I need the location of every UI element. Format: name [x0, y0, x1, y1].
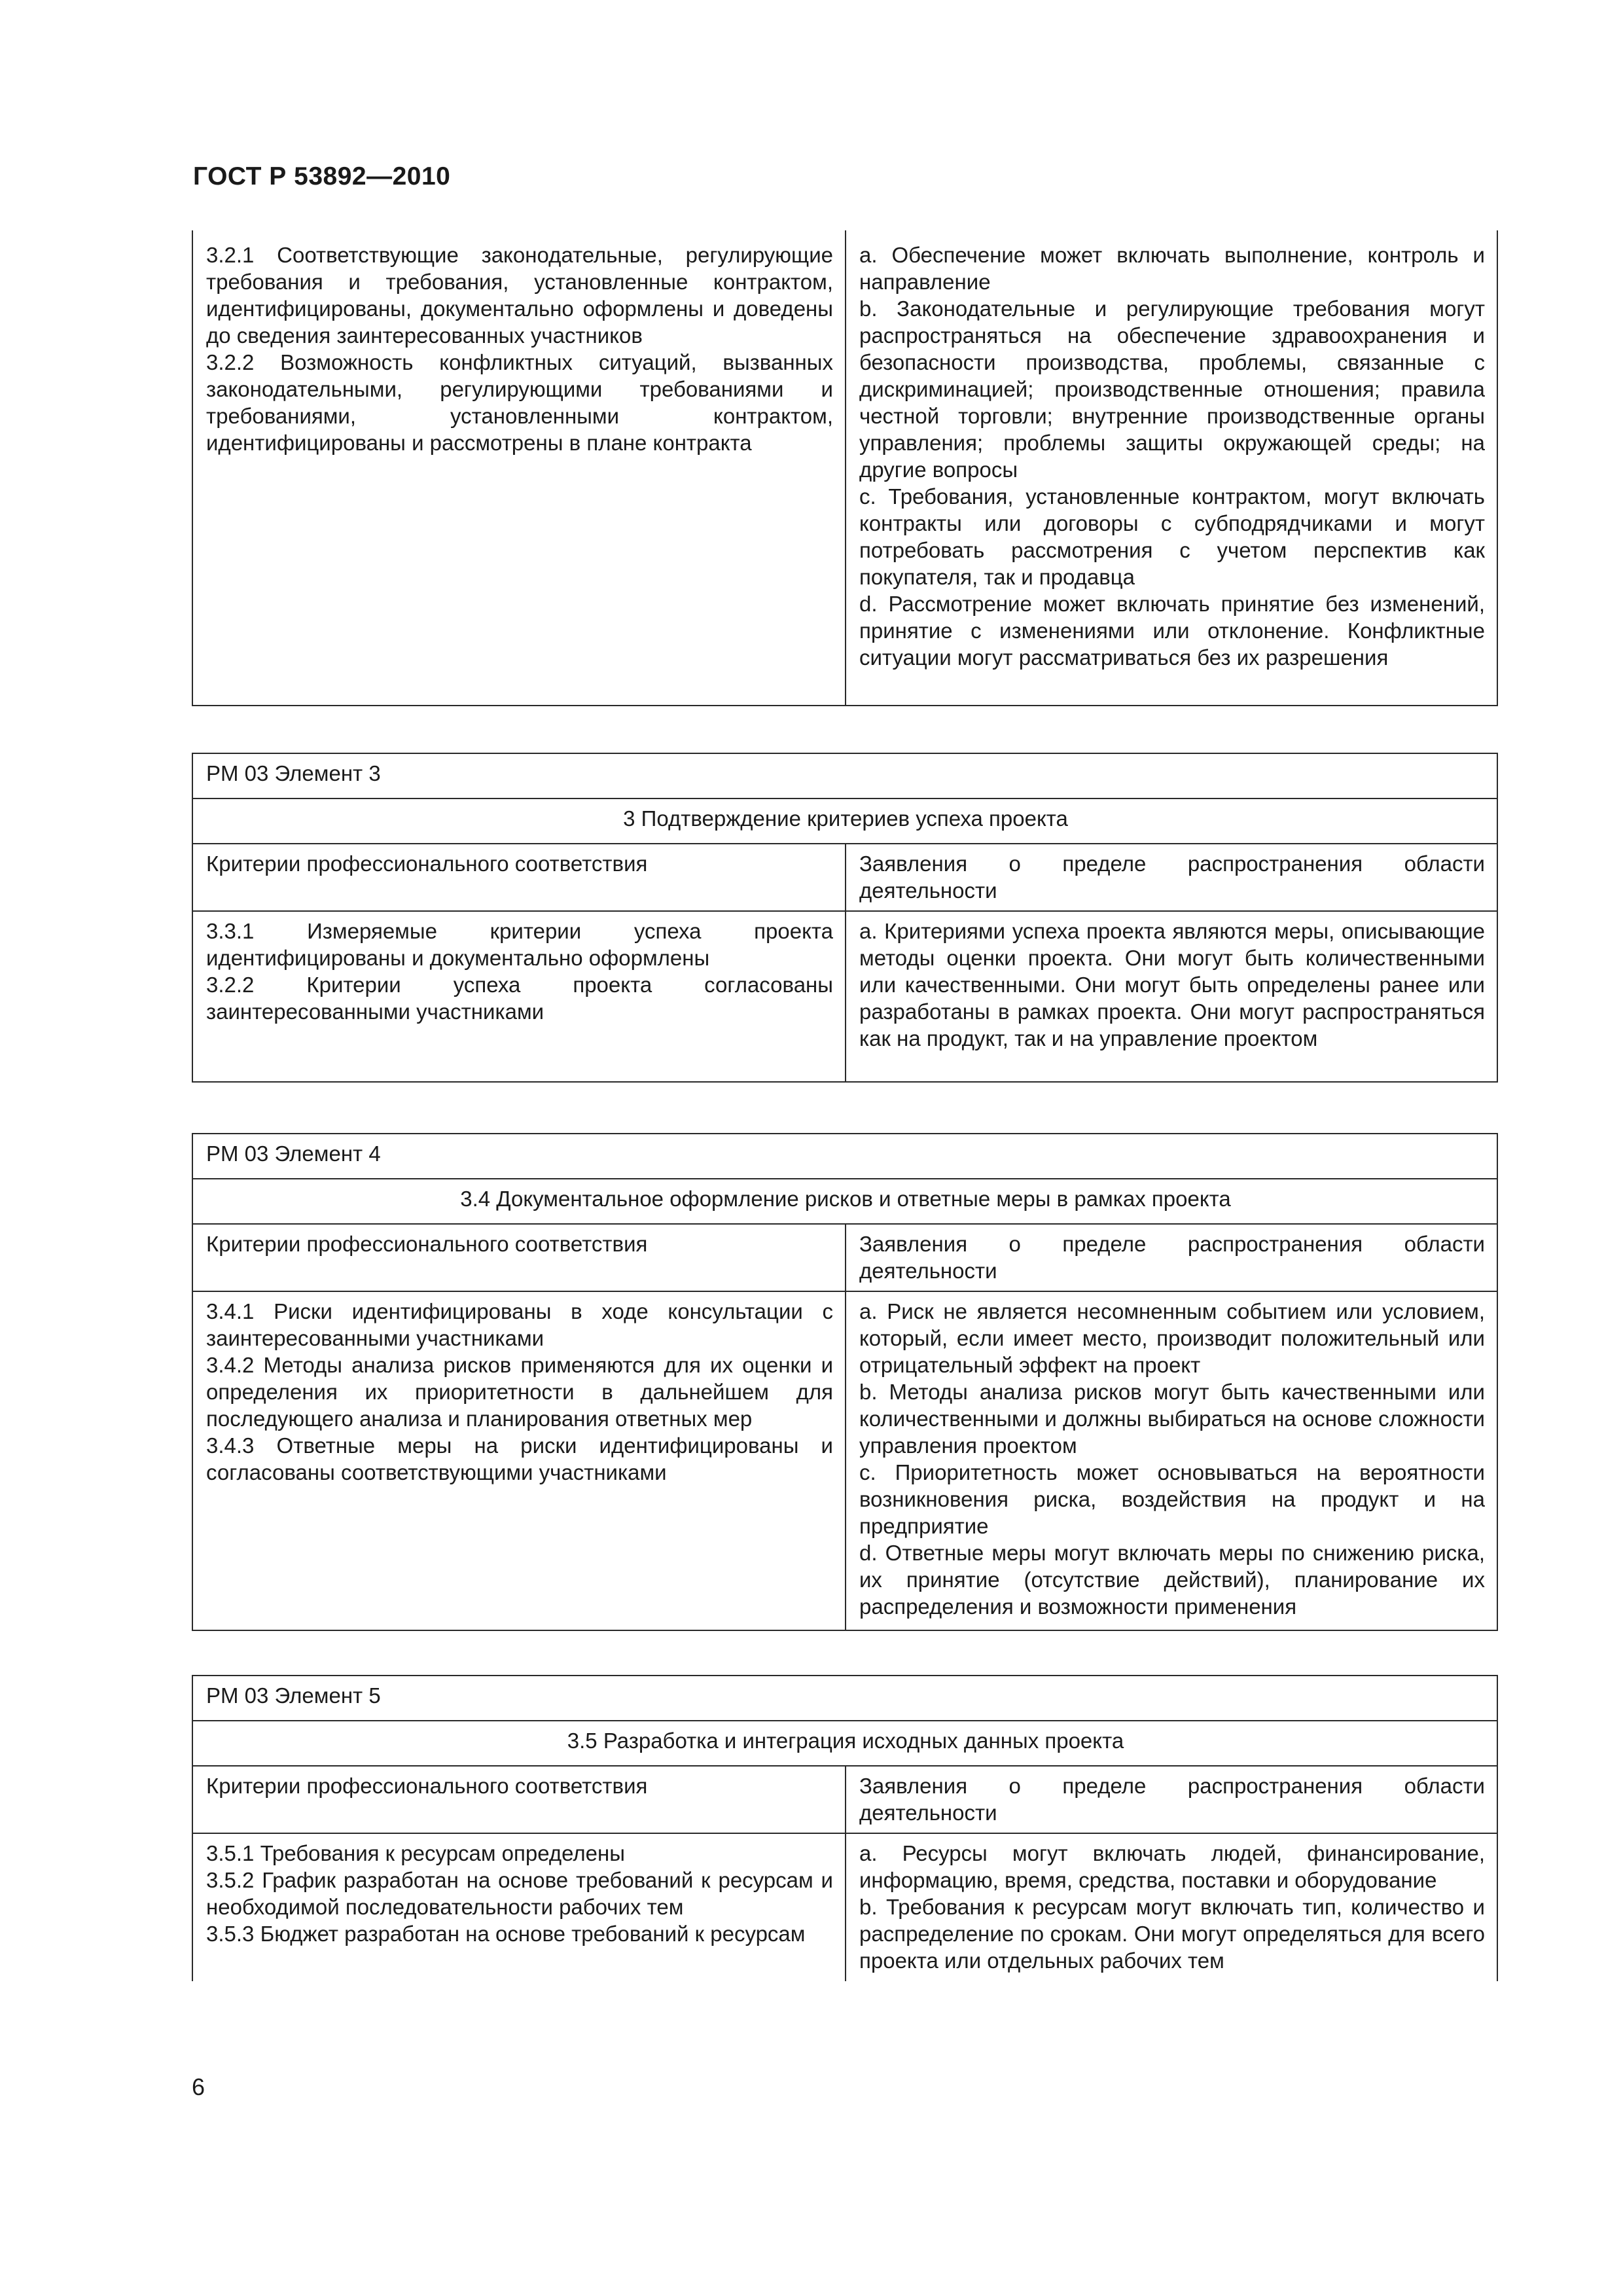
criteria-cell: [192, 1291, 846, 1630]
column-header-text: Заявления о пределе распространения области деятельности: [859, 1774, 1485, 1825]
statement-item: d. Ответные меры могут включать меры по снижению риска, их принятие (отсутствие действий), планирование их распределения и возможности применения: [859, 1541, 1485, 1619]
statements-cell: [846, 230, 1497, 706]
statement-item: a. Риск не является несомненным событием или условием, который, если имеет место, производит положительный или отрицательный эффект на проект: [859, 1299, 1485, 1377]
criteria-cell: [192, 911, 846, 1082]
column-header-statements: [846, 844, 1497, 911]
table-element-3: [192, 753, 1498, 1083]
column-header-statements: [846, 1766, 1497, 1833]
criteria-item: 3.4.3 Ответные меры на риски идентифицированы и согласованы соответствующими участниками: [206, 1433, 833, 1484]
criteria-item: 3.3.1 Измеряемые критерии успеха проекта идентифицированы и документально оформлены: [206, 919, 833, 970]
table-row: [192, 911, 1497, 1082]
statements-cell: [846, 1833, 1497, 1981]
element-code: PM 03 Элемент 5: [192, 1676, 1497, 1721]
statement-item: b. Методы анализа рисков могут быть качественными или количественными и должны выбираться на основе сложности управления проектом: [859, 1380, 1485, 1458]
element-title: 3.4 Документальное оформление рисков и ответные меры в рамках проекта: [192, 1179, 1497, 1224]
statement-item: c. Приоритетность может основываться на вероятности возникновения риска, воздействия на продукт и на предприятие: [859, 1460, 1485, 1538]
table-continuation: [192, 230, 1498, 706]
column-header-criteria: Критерии профессионального соответствия: [192, 1224, 846, 1291]
criteria-item: 3.2.1 Соответствующие законодательные, регулирующие требования и требования, установленные контрактом, идентифицированы, документально оформлены и доведены до сведения заинтересованных участников: [206, 243, 833, 348]
column-header-text: Заявления о пределе распространения области деятельности: [859, 852, 1485, 903]
page-number: 6: [192, 2073, 205, 2100]
document-header: ГОСТ Р 53892—2010: [193, 162, 451, 190]
criteria-item: 3.2.2 Возможность конфликтных ситуаций, вызванных законодательными, регулирующими требованиями и требованиями, установленными контрактом, идентифицированы и рассмотрены в плане контракта: [206, 350, 833, 455]
table-row: [192, 230, 1497, 706]
table-element-5: [192, 1675, 1498, 1981]
criteria-cell: [192, 230, 846, 706]
criteria-item: 3.4.2 Методы анализа рисков применяются для их оценки и определения их приоритетности в дальнейшем для последующего анализа и планирования ответных мер: [206, 1353, 833, 1431]
element-code: PM 03 Элемент 3: [192, 753, 1497, 798]
statement-item: a. Обеспечение может включать выполнение, контроль и направление: [859, 243, 1485, 294]
statement-item: b. Требования к ресурсам могут включать тип, количество и распределение по срокам. Они могут определяться для всего проекта или отдельных рабочих тем: [859, 1895, 1485, 1973]
table-row: [192, 1291, 1497, 1630]
table-row: [192, 1833, 1497, 1981]
criteria-item: 3.5.3 Бюджет разработан на основе требований к ресурсам: [206, 1922, 806, 1946]
criteria-item: 3.5.2 График разработан на основе требований к ресурсам и необходимой последовательности рабочих тем: [206, 1868, 833, 1919]
criteria-item: 3.5.1 Требования к ресурсам определены: [206, 1841, 625, 1865]
statements-cell: [846, 1291, 1497, 1630]
statement-item: b. Законодательные и регулирующие требования могут распространяться на обеспечение здравоохранения и безопасности производства, проблемы, связанные с дискриминацией; производственные отношения; правила честной торговли; внутренние производственные органы управления; проблемы защиты окружающей среды; на другие вопросы: [859, 296, 1485, 482]
statement-item: a. Критериями успеха проекта являются меры, описывающие методы оценки проекта. Они могут быть количественными или качественными. Они могут быть определены ранее или разработаны в рамках проекта. Они могут распространяться как на продукт, так и на управление проектом: [859, 919, 1485, 1050]
statements-cell: [846, 911, 1497, 1082]
column-header-statements: [846, 1224, 1497, 1291]
element-title: 3 Подтверждение критериев успеха проекта: [192, 798, 1497, 844]
criteria-cell: [192, 1833, 846, 1981]
criteria-item: 3.2.2 Критерии успеха проекта согласованы заинтересованными участниками: [206, 973, 833, 1024]
statement-item: d. Рассмотрение может включать принятие без изменений, принятие с изменениями или отклонение. Конфликтные ситуации могут рассматриваться без их разрешения: [859, 592, 1485, 670]
element-title: 3.5 Разработка и интеграция исходных данных проекта: [192, 1721, 1497, 1766]
criteria-item: 3.4.1 Риски идентифицированы в ходе консультации с заинтересованными участниками: [206, 1299, 833, 1350]
column-header-criteria: Критерии профессионального соответствия: [192, 844, 846, 911]
statement-item: c. Требования, установленные контрактом, могут включать контракты или договоры с субподрядчиками и могут потребовать рассмотрения с учетом перспектив как покупателя, так и продавца: [859, 484, 1485, 589]
table-element-4: [192, 1133, 1498, 1631]
statement-item: a. Ресурсы могут включать людей, финансирование, информацию, время, средства, поставки и оборудование: [859, 1841, 1485, 1892]
column-header-text: Заявления о пределе распространения области деятельности: [859, 1232, 1485, 1283]
column-header-criteria: Критерии профессионального соответствия: [192, 1766, 846, 1833]
element-code: PM 03 Элемент 4: [192, 1134, 1497, 1179]
